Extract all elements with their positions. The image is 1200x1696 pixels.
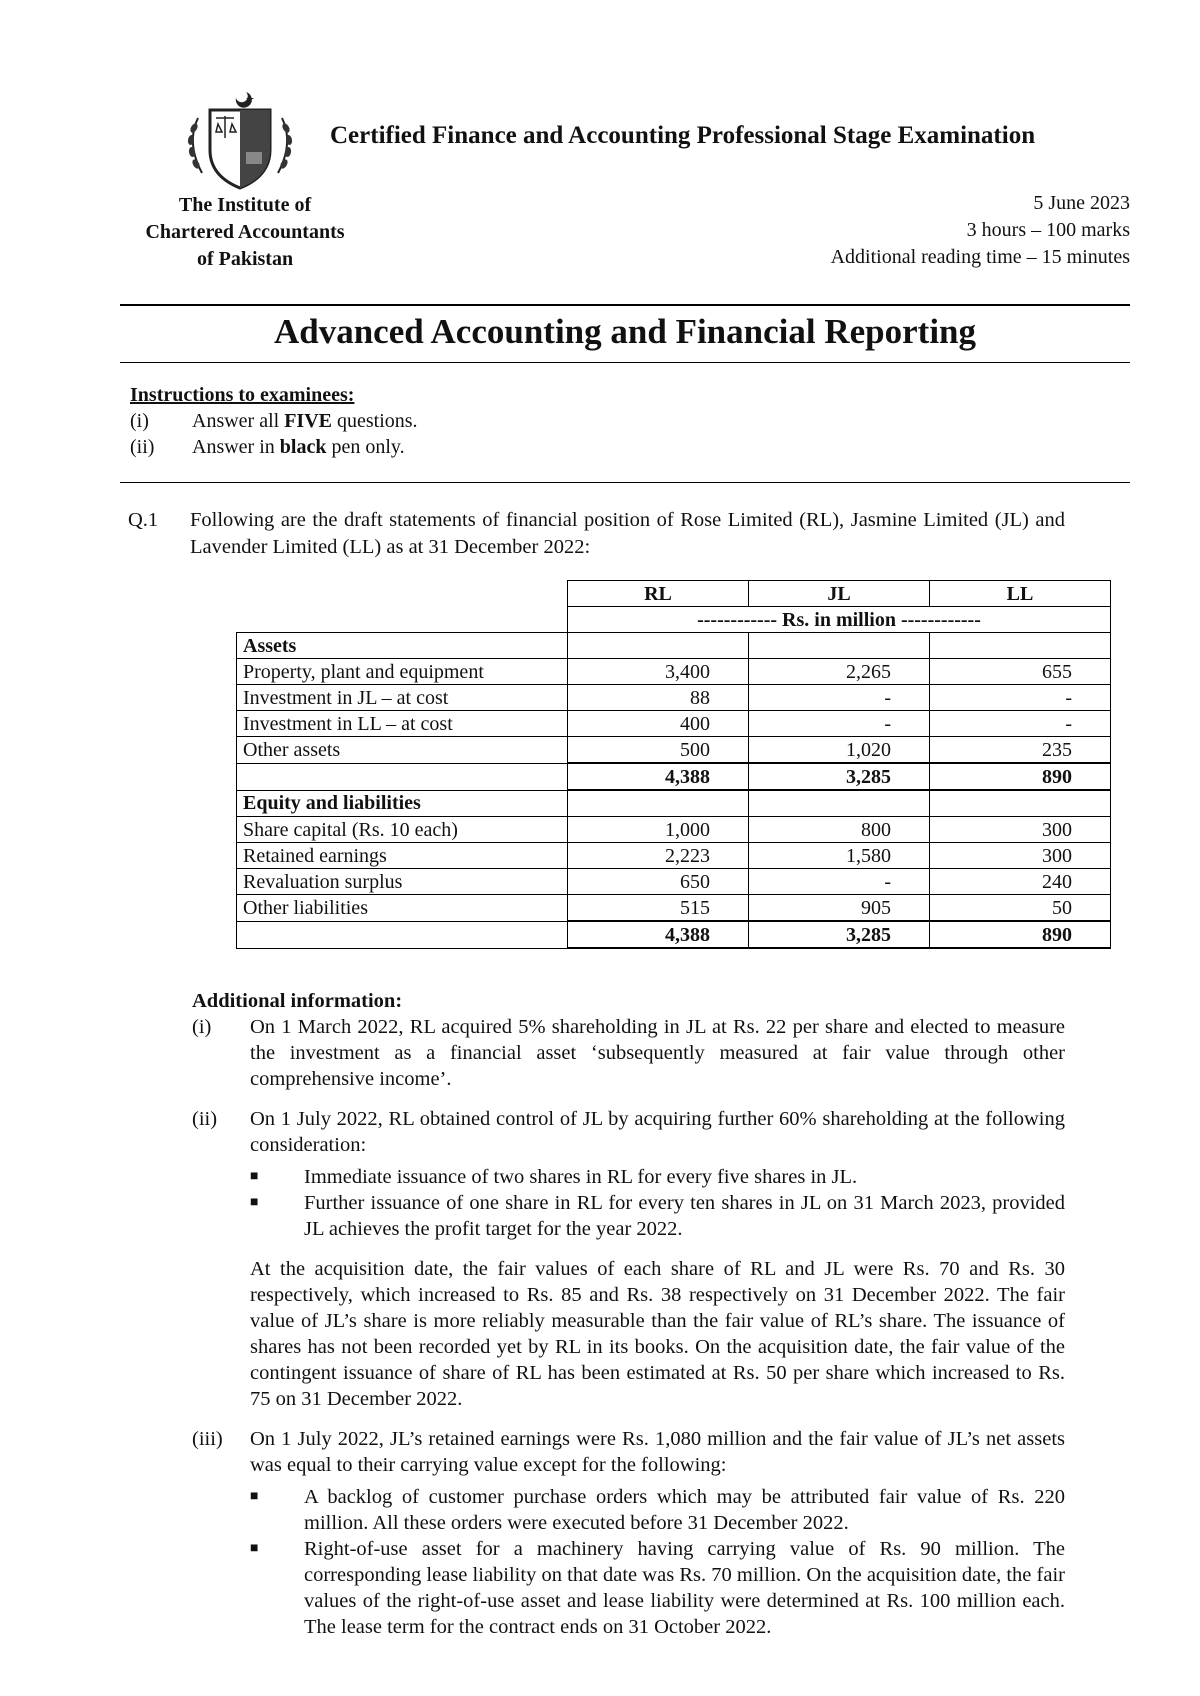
reading-time: Additional reading time – 15 minutes: [830, 246, 1130, 268]
exam-details: [831, 190, 1130, 271]
bullet-item: ■ Further issuance of one share in RL for every ten shares in JL on 31 March 2023, provided JL achieves the profit target for the year 2022.: [250, 1192, 1065, 1240]
column-header: LL: [930, 581, 1111, 607]
info-paragraph: At the acquisition date, the fair values of each share of RL and JL were Rs. 70 and Rs. 30 respectively, which increased to Rs. 85 and Rs. 38 respectively on 31 December 2022. The fair value of JL’s share is more reliably measurable than the fair value of RL’s share. The issuance of shares has not been recorded yet by RL in its books. On the acquisition date, the fair value of the contingent issuance of share of RL has been estimated at Rs. 50 per share which increased to Rs. 75 on 31 December 2022.: [250, 1258, 1065, 1410]
table-row: Revaluation surplus 650 - 240: [237, 869, 1111, 895]
column-header: RL: [568, 581, 749, 607]
question-number: Q.1: [128, 509, 159, 531]
paper-title: Advanced Accounting and Financial Reporting: [273, 312, 977, 351]
bullet-icon: ■: [250, 1169, 259, 1184]
exam-duration: 3 hours – 100 marks: [966, 219, 1130, 241]
institute-line: of Pakistan: [196, 248, 294, 270]
table-row: Investment in LL – at cost 400 - -: [237, 711, 1111, 737]
table-row: Investment in JL – at cost 88 - -: [237, 685, 1111, 711]
instruction-item: (i) Answer all FIVE questions.: [130, 410, 418, 432]
bullet-icon: ■: [250, 1541, 259, 1556]
section-heading: Assets: [237, 633, 568, 659]
institute-line: The Institute of: [178, 194, 312, 216]
institute-name: [120, 192, 370, 273]
info-item: (i) On 1 March 2022, RL acquired 5% shareholding in JL at Rs. 22 per share and elected to measure the investment as a financial asset ‘subsequently measured at fair value through other comprehensive income’.: [192, 1016, 1065, 1090]
instructions: [130, 382, 418, 460]
exam-date: 5 June 2023: [1033, 192, 1130, 214]
exam-title: Certified Finance and Accounting Professional Stage Examination: [330, 122, 1036, 149]
additional-heading: Additional information:: [192, 990, 403, 1012]
instructions-heading: Instructions to examinees:: [130, 384, 355, 406]
unit-label: ------------ Rs. in million ------------: [568, 607, 1111, 633]
bullet-item: ■ Right-of-use asset for a machinery having carrying value of Rs. 90 million. The corresponding lease liability on that date was Rs. 70 million. On the acquisition date, the fair values of the right-of-use asset and lease liability were determined at Rs. 100 million each. The lease term for the contract ends on 31 October 2022.: [250, 1538, 1065, 1638]
section-heading: Equity and liabilities: [237, 790, 568, 817]
icap-logo: [180, 88, 300, 196]
total-row: 4,388 3,285 890: [237, 763, 1111, 790]
table-row: Other liabilities 515 905 50: [237, 895, 1111, 922]
table-row: Share capital (Rs. 10 each) 1,000 800 300: [237, 817, 1111, 843]
bullet-icon: ■: [250, 1195, 259, 1210]
question-1: [128, 507, 1065, 561]
table-row: Other assets 500 1,020 235: [237, 737, 1111, 764]
bullet-item: ■ Immediate issuance of two shares in RL for every five shares in JL.: [250, 1166, 858, 1188]
info-item: (ii) On 1 July 2022, RL obtained control of JL by acquiring further 60% shareholding at the following consideration:: [192, 1108, 1065, 1156]
bullet-item: ■ A backlog of customer purchase orders which may be attributed fair value of Rs. 220 million. All these orders were executed before 31 December 2022.: [250, 1486, 1065, 1534]
info-item: (iii) On 1 July 2022, JL’s retained earnings were Rs. 1,080 million and the fair value of JL’s net assets was equal to their carrying value except for the following:: [192, 1428, 1065, 1476]
institute-line: Chartered Accountants: [145, 221, 345, 243]
additional-information: [192, 988, 1065, 1640]
divider: [120, 482, 1130, 483]
question-text: Following are the draft statements of financial position of Rose Limited (RL), Jasmine Limited (JL) and Lavender Limited (LL) as at 31 December 2022:: [190, 509, 1065, 558]
divider: [120, 362, 1130, 363]
instruction-item: (ii) Answer in black pen only.: [130, 436, 405, 458]
column-header: JL: [749, 581, 930, 607]
divider: [120, 304, 1130, 306]
bullet-icon: ■: [250, 1489, 259, 1504]
total-row: 4,388 3,285 890: [237, 921, 1111, 948]
table-row: Property, plant and equipment 3,400 2,265 655: [237, 659, 1111, 685]
financial-position-table: [236, 580, 1111, 949]
table-row: Retained earnings 2,223 1,580 300: [237, 843, 1111, 869]
